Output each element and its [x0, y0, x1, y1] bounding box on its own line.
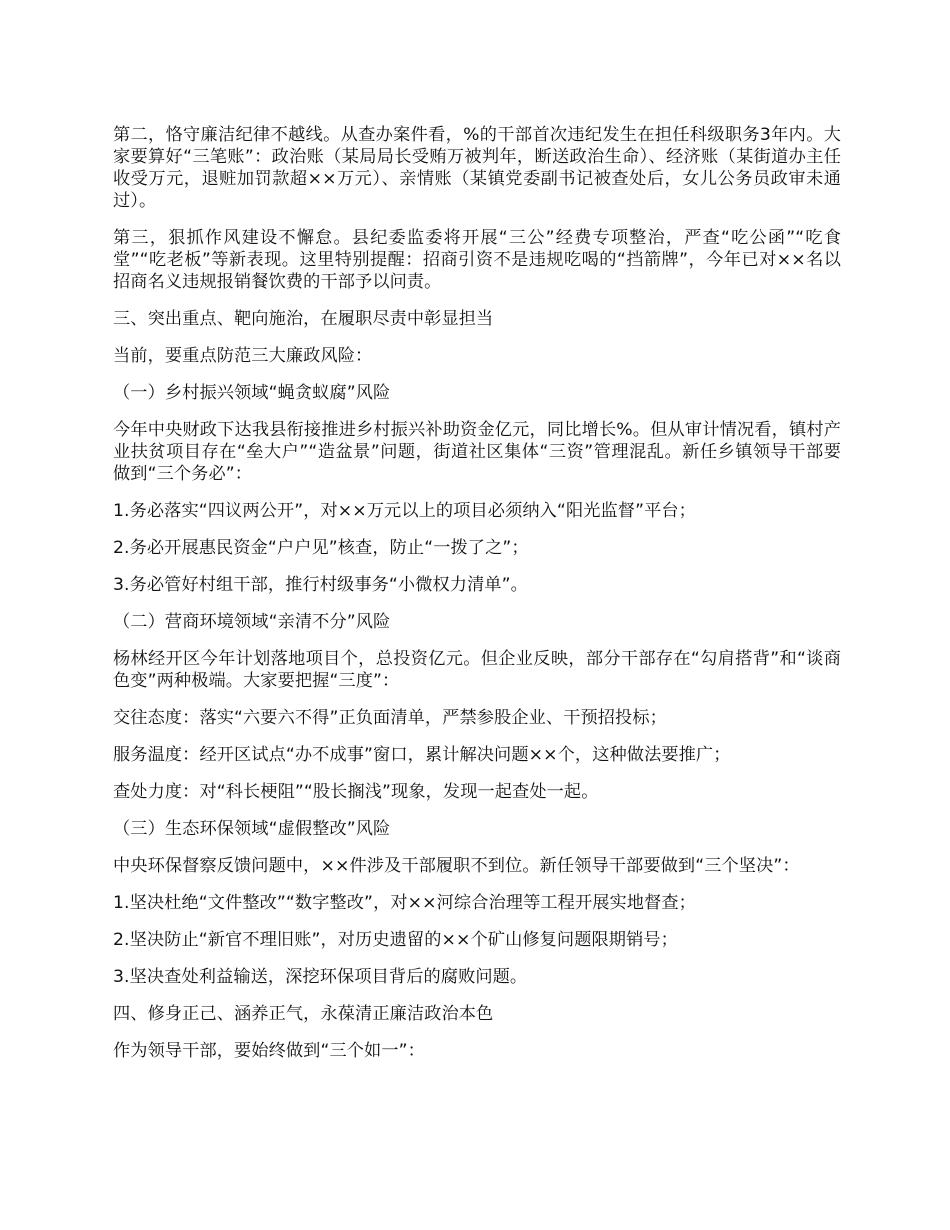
list-item-ecology-3: 3.坚决查处利益输送，深挖环保项目背后的腐败问题。 — [113, 967, 528, 987]
list-item-rural-2: 2.务必开展惠民资金“户户见”核查，防止“一拨了之”； — [113, 538, 529, 558]
paragraph-work-style: 第三，狠抓作风建设不懈怠。县纪委监委将开展“三公”经费专项整治，严查“吃公函”“吃食堂”“吃老板”等新表现。这里特别提醒：招商引资不是违规吃喝的“挡箭牌”，今年已对××名以招商名义违规报销餐饮费的干部予以问责。 — [113, 228, 841, 292]
list-item-rural-3: 3.务必管好村组干部，推行村级事务“小微权力清单”。 — [113, 575, 528, 595]
list-item-service: 服务温度：经开区试点“办不成事”窗口，累计解决问题××个，这种做法要推广； — [113, 745, 731, 765]
section-heading-4: 四、修身正己、涵养正气，永葆清正廉洁政治本色 — [113, 1004, 494, 1024]
list-item-attitude: 交往态度：落实“六要六不得”正负面清单，严禁参股企业、干预招投标； — [113, 708, 667, 728]
subheading-rural-revitalization: （一）乡村振兴领域“蝇贪蚁腐”风险 — [113, 383, 391, 403]
paragraph-rural-funds: 今年中央财政下达我县衔接推进乡村振兴补助资金亿元，同比增长%。但从审计情况看，镇村产业扶贫项目存在“垒大户”“造盆景”问题，街道社区集体“三资”管理混乱。新任乡镇领导干部要做到“三个务必”： — [113, 420, 841, 484]
paragraph-ecology-inspection: 中央环保督察反馈问题中，××件涉及干部履职不到位。新任领导干部要做到“三个坚决”： — [113, 856, 800, 876]
paragraph-business-zone: 杨林经开区今年计划落地项目个，总投资亿元。但企业反映，部分干部存在“勾肩搭背”和“谈商色变”两种极端。大家要把握“三度”： — [113, 649, 841, 691]
paragraph-three-consistencies: 作为领导干部，要始终做到“三个如一”： — [113, 1041, 425, 1061]
list-item-enforcement: 查处力度：对“科长梗阻”“股长搁浅”现象，发现一起查处一起。 — [113, 782, 599, 802]
paragraph-risks-intro: 当前，要重点防范三大廉政风险： — [113, 346, 373, 366]
section-heading-3: 三、突出重点、靶向施治，在履职尽责中彰显担当 — [113, 309, 494, 329]
subheading-ecology: （三）生态环保领域“虚假整改”风险 — [113, 819, 391, 839]
document-page — [113, 124, 841, 1062]
paragraph-discipline: 第二，恪守廉洁纪律不越线。从查办案件看，%的干部首次违纪发生在担任科级职务3年内。大家要算好“三笔账”：政治账（某局局长受贿万被判年，断送政治生命）、经济账（某街道办主任收受万元，退赃加罚款超××万元）、亲情账（某镇党委副书记被查处后，女儿公务员政审未通过）。 — [113, 125, 841, 211]
list-item-rural-1: 1.务必落实“四议两公开”，对××万元以上的项目必须纳入“阳光监督”平台； — [113, 501, 696, 521]
list-item-ecology-1: 1.坚决杜绝“文件整改”“数字整改”，对××河综合治理等工程开展实地督查； — [113, 893, 696, 913]
subheading-business-environment: （二）营商环境领域“亲清不分”风险 — [113, 612, 391, 632]
list-item-ecology-2: 2.坚决防止“新官不理旧账”，对历史遗留的××个矿山修复问题限期销号； — [113, 930, 678, 950]
